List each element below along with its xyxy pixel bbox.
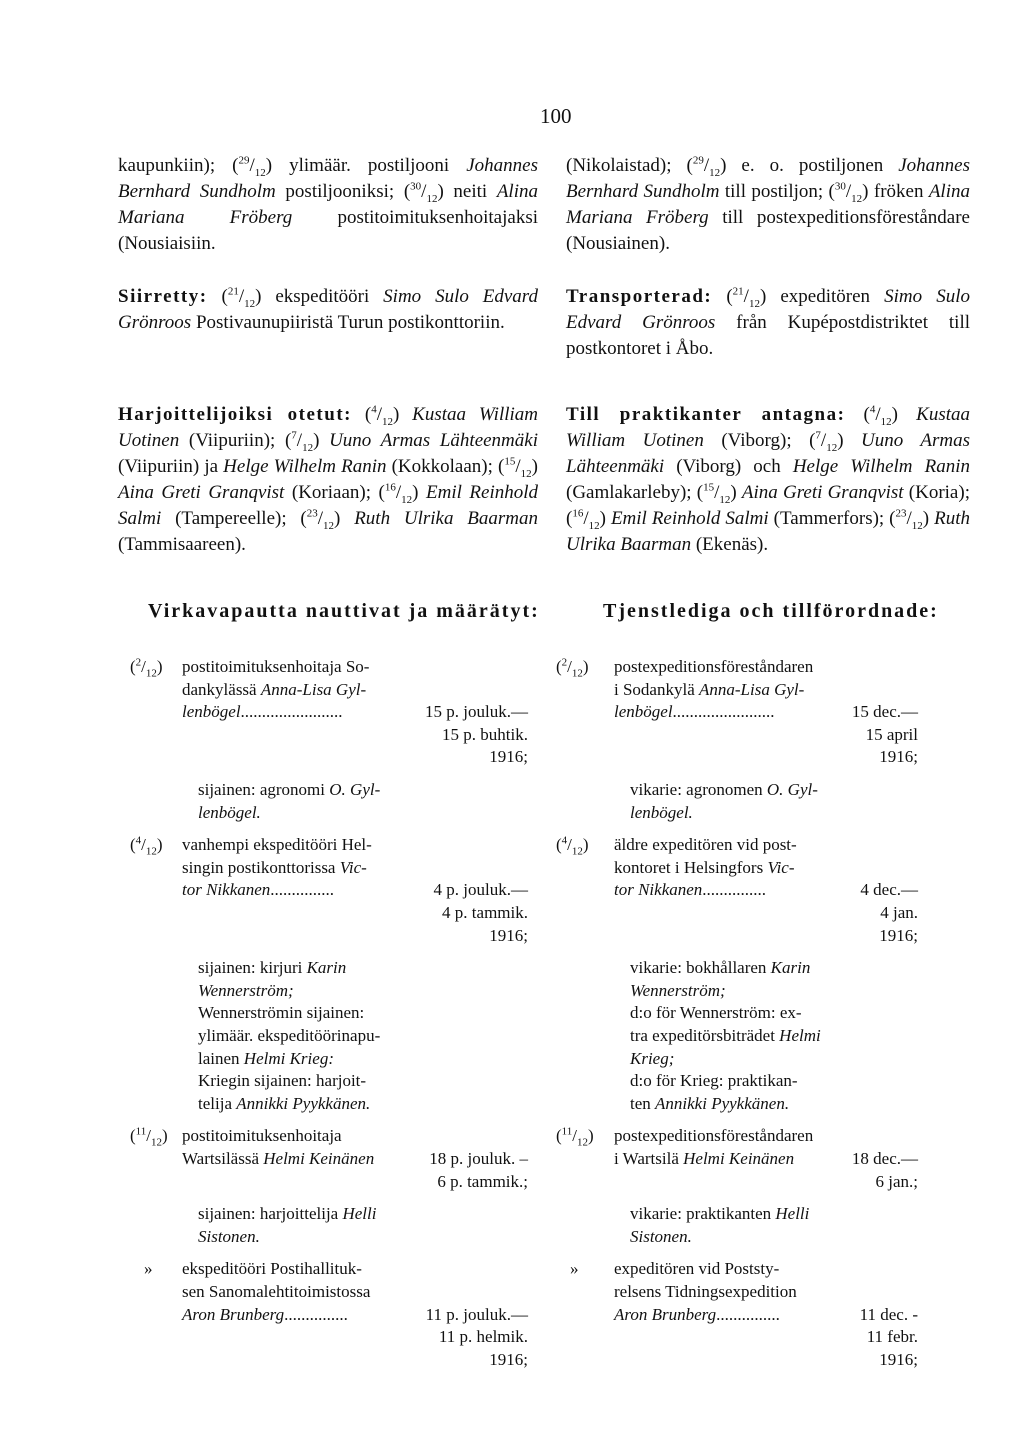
text: till postexpeditionsföreståndare (Nousiainen). [566, 207, 970, 254]
text: (Tampereelle); ( [161, 508, 307, 529]
entry [130, 656, 540, 769]
period-line: 4 jan. [880, 902, 918, 922]
entry-text [614, 656, 813, 724]
period-line: 11 p. helmik. [438, 1327, 528, 1347]
entry-date-mark: $(^2/_{12})$ [130, 656, 163, 680]
entry-line: Sistonen. [630, 1226, 692, 1246]
entry-period [818, 1148, 918, 1193]
text: ) neiti [437, 181, 497, 202]
person-name: Helge Wilhelm Ranin [223, 456, 387, 477]
sup: 4 [371, 403, 377, 416]
period-line: 4 dec.— [860, 880, 918, 900]
entry-text [630, 779, 818, 824]
entry [130, 779, 540, 824]
fi-paragraph-1: kaupunkiin); $(^{29}/_{12})$ ylimäär. postiljooni Johannes Bernhard Sundholm postiljooniksi; $(^{30}/_{12})$ neiti Alina Mariana Fröberg postitoimituksenhoitajaksi (Nousiaisiin. [118, 154, 538, 254]
text: ) expeditören [759, 286, 885, 307]
entry [130, 1125, 540, 1193]
entry-line: sijainen: harjoittelija Helli [198, 1204, 377, 1224]
sub: 12 [748, 297, 760, 310]
person-name: Kustaa William Uotinen [118, 404, 538, 451]
text: till postiljon; ( [719, 181, 835, 202]
entry-line: postexpeditionsföreståndaren [614, 657, 814, 676]
entry-line: postexpeditionsföreståndaren [614, 1126, 814, 1146]
text: ) [599, 508, 611, 529]
sub: 12 [426, 192, 438, 205]
person-name: Ruth Ulrika Baarman [566, 508, 971, 555]
entry-text [182, 656, 369, 724]
entry-line: Wennerströmin sijainen: [198, 1003, 365, 1023]
text: (Viborg) och [664, 456, 793, 477]
text: postitoimituksenhoitajaksi (Nousiaisiin. [118, 207, 538, 254]
person-name: Helge Wilhelm Ranin [792, 456, 970, 477]
entry-line: relsens Tidningsexpedition [614, 1281, 797, 1301]
entry [556, 834, 956, 947]
text: ( [351, 404, 372, 425]
sub: 12 [588, 519, 600, 532]
person-name: Johannes Bernhard Sundholm [118, 155, 538, 202]
period-line: 15 dec.— [851, 702, 918, 722]
page-number: 100 [540, 104, 572, 128]
sup: 29 [238, 154, 250, 167]
person-name: Uuno Armas Lähteenmäki [329, 430, 538, 451]
text: (Kokkolaan); ( [386, 456, 505, 477]
text: (Viipuriin); ( [179, 430, 292, 451]
period-line: 18 dec.— [851, 1148, 918, 1168]
period-line: 18 p. jouluk. – [429, 1148, 528, 1168]
text: ) e. o. postiljonen [720, 155, 899, 176]
text: postiljooniksi; ( [275, 181, 411, 202]
text: (Koria); ( [566, 482, 970, 529]
entry-period [398, 1304, 528, 1372]
entry [556, 1125, 956, 1193]
entry-text [614, 1125, 813, 1170]
text: (Koriaan); ( [284, 482, 385, 503]
period-line: 15 p. buhtik. [442, 724, 528, 744]
period-line: 1916; [879, 1349, 918, 1369]
sv-paragraph-1: (Nikolaistad); $(^{29}/_{12})$ e. o. postiljonen Johannes Bernhard Sundholm till postiljon; $(^{30}/_{12})$ fröken Alina Mariana Fröberg till postexpeditionsföreståndare (Nousiainen). [566, 154, 971, 254]
entry-line: tor Nikkanen............... [614, 880, 767, 900]
entry-line: sijainen: kirjuri Karin [198, 958, 347, 978]
entry-line: ekspeditööri Postihallituk- [182, 1259, 362, 1279]
person-name: Johannes Bernhard Sundholm [566, 155, 971, 202]
section-label: Till praktikanter antagna: [566, 404, 846, 425]
sup: 23 [895, 507, 907, 520]
section-label: Siirretty: [118, 286, 208, 307]
entry-date-mark: $(^2/_{12})$ [556, 656, 589, 680]
sup: 15 [504, 455, 516, 468]
sup: 30 [834, 180, 846, 193]
entry-line: Sistonen. [198, 1226, 260, 1246]
text: ( [845, 404, 870, 425]
entry-line: Wartsilässä Helmi Keinänen [182, 1148, 375, 1168]
period-line: 4 p. jouluk.— [433, 880, 528, 900]
entry-line: Wennerström; [630, 980, 726, 1000]
person-name: Aina Greti Granqvist [741, 482, 904, 503]
entry-line: lainen Helmi Krieg: [198, 1048, 334, 1068]
entry [556, 957, 956, 1115]
sub: 12 [302, 441, 314, 454]
section-label: Transporterad: [566, 286, 713, 307]
text: ) [412, 482, 426, 503]
entry-line: sijainen: agronomi O. Gyl- [198, 780, 381, 799]
sub: 12 [381, 415, 393, 428]
entry-line: Aron Brunberg............... [614, 1304, 780, 1324]
entry-text [614, 1258, 797, 1326]
entry-text [198, 779, 380, 824]
text: ) ekspeditööri [255, 286, 384, 307]
sub: 12 [323, 519, 335, 532]
period-line: 1916; [879, 925, 918, 945]
person-name: Emil Reinhold Salmi [118, 482, 539, 529]
entry-line: Krieg; [630, 1048, 675, 1068]
entry-period [818, 879, 918, 947]
entry [130, 834, 540, 947]
entry-period [818, 701, 918, 769]
entry-text [614, 834, 797, 902]
period-line: 11 p. jouluk.— [425, 1304, 528, 1324]
entry-line: d:o för Krieg: praktikan- [630, 1071, 798, 1091]
entry-period [818, 1304, 918, 1372]
sup: 30 [410, 180, 422, 193]
text: ) [531, 456, 538, 477]
entry-date-mark: $(^4/_{12})$ [556, 834, 589, 858]
entry-text [198, 957, 380, 1115]
entry-text [630, 1203, 809, 1248]
entry-line: lenbögel. [198, 802, 261, 822]
entry-line: vanhempi ekspeditööri Hel- [182, 835, 372, 855]
text: ) [891, 404, 917, 425]
text: ) [922, 508, 935, 529]
entry-line: postitoimituksenhoitaja So- [182, 657, 370, 676]
entry [556, 656, 956, 769]
person-name: Simo Sulo Edvard Grönroos [566, 286, 971, 333]
sub: 12 [826, 441, 838, 454]
sup: 21 [227, 285, 239, 298]
text: ( [712, 286, 733, 307]
sup: 7 [291, 429, 297, 442]
entry-line: tor Nikkanen............... [182, 880, 335, 900]
sup: 15 [703, 481, 715, 494]
sup: 16 [384, 481, 396, 494]
entry-line: sen Sanomalehtitoimistossa [182, 1281, 371, 1301]
entry-line: ylimäär. ekspeditöörinapu- [198, 1025, 381, 1045]
text: kaupunkiin); ( [118, 155, 239, 176]
sup: 21 [732, 285, 744, 298]
text: ) [837, 430, 862, 451]
entry-text [182, 1258, 370, 1326]
period-line: 15 p. jouluk.— [425, 702, 528, 722]
entry-text [630, 957, 821, 1115]
fi-section-heading: Virkavapautta nauttivat ja määrätyt: [148, 600, 540, 622]
text: ) ylimäär. postiljooni [265, 155, 467, 176]
text: (Viipuriin) ja [118, 456, 224, 477]
entry [556, 1258, 956, 1371]
sv-section-heading: Tjenstlediga och tillförordnade: [603, 600, 939, 622]
person-name: Uuno Armas Lähteenmäki [566, 430, 971, 477]
text: (Tammisaareen). [118, 534, 246, 555]
entry-text [198, 1203, 376, 1248]
sub: 12 [719, 493, 731, 506]
sup: 7 [815, 429, 821, 442]
entry-date-mark: » [144, 1259, 153, 1279]
entry-text [182, 1125, 374, 1170]
person-name: Emil Reinhold Salmi [610, 508, 769, 529]
entry [130, 1258, 540, 1371]
period-line: 1916; [489, 925, 528, 945]
period-line: 6 jan.; [875, 1171, 918, 1191]
entry-line: postitoimituksenhoitaja [182, 1126, 342, 1146]
entry-line: ten Annikki Pyykkänen. [630, 1093, 790, 1113]
entry-line: lenbögel........................ [182, 702, 343, 722]
entry-line: telija Annikki Pyykkänen. [198, 1093, 371, 1113]
entry-period [398, 1148, 528, 1193]
entry-line: expeditören vid Poststy- [614, 1259, 780, 1279]
sup: 29 [692, 154, 704, 167]
entry [556, 1203, 956, 1248]
text: ) fröken [862, 181, 929, 202]
entry-line: d:o för Wennerström: ex- [630, 1003, 802, 1023]
text: från Kupépostdistriktet till postkontoret i Åbo. [566, 312, 971, 359]
entry-date-mark: $(^{11}/_{12})$ [130, 1125, 168, 1149]
entry-date-mark: » [570, 1259, 579, 1279]
sv-paragraph-2: Transporterad: $(^{21}/_{12})$ expeditören Simo Sulo Edvard Grönroos från Kupépostdistriktet till postkontoret i Åbo. [566, 285, 971, 359]
entry-line: äldre expeditören vid post- [614, 835, 797, 855]
entry-line: Aron Brunberg............... [182, 1304, 348, 1324]
entry-line: Kriegin sijainen: harjoit- [198, 1071, 367, 1091]
period-line: 4 p. tammik. [442, 902, 528, 922]
entry-line: singin postikonttorissa Vic- [182, 857, 367, 877]
text: ) [730, 482, 742, 503]
text: ) [313, 430, 330, 451]
person-name: Alina Mariana Fröberg [118, 181, 538, 228]
text: (Tammerfors); ( [768, 508, 896, 529]
person-name: Kustaa William Uotinen [566, 404, 971, 451]
entry-line: i Wartsilä Helmi Keinänen [614, 1148, 795, 1168]
entry-date-mark: $(^4/_{12})$ [130, 834, 163, 858]
sub: 12 [911, 519, 923, 532]
entry [556, 779, 956, 824]
sub: 12 [401, 493, 413, 506]
sub: 12 [851, 192, 863, 205]
entry-line: lenbögel. [630, 802, 693, 822]
text: (Ekenäs). [691, 534, 769, 555]
entry-period [398, 701, 528, 769]
entry-period [398, 879, 528, 947]
period-line: 11 dec. - [859, 1304, 918, 1324]
sub: 12 [880, 415, 892, 428]
sub: 12 [709, 166, 721, 179]
entry [130, 1203, 540, 1248]
entry-line: vikarie: agronomen O. Gyl- [630, 780, 818, 799]
period-line: 1916; [879, 747, 918, 767]
person-name: Ruth Ulrika Baarman [354, 508, 539, 529]
text: ) [392, 404, 413, 425]
person-name: Alina Mariana Fröberg [566, 181, 970, 228]
sup: 4 [869, 403, 876, 416]
period-line: 11 febr. [866, 1327, 918, 1347]
entry-line: vikarie: bokhållaren Karin [630, 958, 811, 978]
entry-line: vikarie: praktikanten Helli [630, 1204, 810, 1224]
text: ( [207, 286, 228, 307]
entry-line: Wennerström; [198, 980, 294, 1000]
entry-date-mark: $(^{11}/_{12})$ [556, 1125, 594, 1149]
period-line: 15 april [865, 724, 918, 744]
entry-line: lenbögel........................ [614, 702, 775, 722]
fi-paragraph-2: Siirretty: $(^{21}/_{12})$ ekspeditööri Simo Sulo Edvard Grönroos Postivaunupiiristä Turun postikonttoriin. [118, 285, 538, 333]
entry-text [182, 834, 372, 902]
text: ) [334, 508, 355, 529]
section-label: Harjoittelijoiksi otetut: [118, 404, 352, 425]
person-name: Aina Greti Granqvist [118, 482, 285, 503]
fi-paragraph-3: Harjoittelijoiksi otetut: $(^4/_{12})$ Kustaa William Uotinen (Viipuriin); $(^7/_{12})$ Uuno Armas Lähteenmäki (Viipuriin) ja Helge Wilhelm Ranin (Kokkolaan); $(^{15}/_{12})$ Aina Greti Granqvist (Koriaan); $(^{16}/_{12})$ Emil Reinhold Salmi (Tampereelle); $(^{23}/_{12})$ Ruth Ulrika Baarman (Tammisaareen). [118, 403, 539, 555]
text: (Nikolaistad); ( [566, 155, 693, 176]
entry-line: kontoret i Helsingfors Vic- [614, 857, 795, 877]
sub: 12 [520, 467, 532, 480]
period-line: 1916; [489, 1349, 528, 1369]
sv-paragraph-3: Till praktikanter antagna: $(^4/_{12})$ Kustaa William Uotinen (Viborg); $(^7/_{12})$ Uuno Armas Lähteenmäki (Viborg) och Helge Wilhelm Ranin (Gamlakarleby); $(^{15}/_{12})$ Aina Greti Granqvist (Koria); $(^{16}/_{12})$ Emil Reinhold Salmi (Tammerfors); $(^{23}/_{12})$ Ruth Ulrika Baarman (Ekenäs). [566, 403, 971, 555]
sup: 16 [572, 507, 584, 520]
text: (Viborg); ( [703, 430, 816, 451]
entry-line: i Sodankylä Anna-Lisa Gyl- [614, 679, 805, 699]
entry-line: tra expeditörsbiträdet Helmi [630, 1025, 821, 1045]
person-name: Simo Sulo Edvard Grönroos [118, 286, 538, 333]
period-line: 6 p. tammik.; [437, 1171, 528, 1191]
text: Postivaunupiiristä Turun postikonttoriin. [191, 312, 505, 333]
sub: 12 [254, 166, 266, 179]
entry [130, 957, 540, 1115]
text: (Gamlakarleby); ( [566, 482, 704, 503]
sub: 12 [244, 297, 256, 310]
entry-line: dankylässä Anna-Lisa Gyl- [182, 679, 367, 699]
period-line: 1916; [489, 747, 528, 767]
sup: 23 [306, 507, 318, 520]
